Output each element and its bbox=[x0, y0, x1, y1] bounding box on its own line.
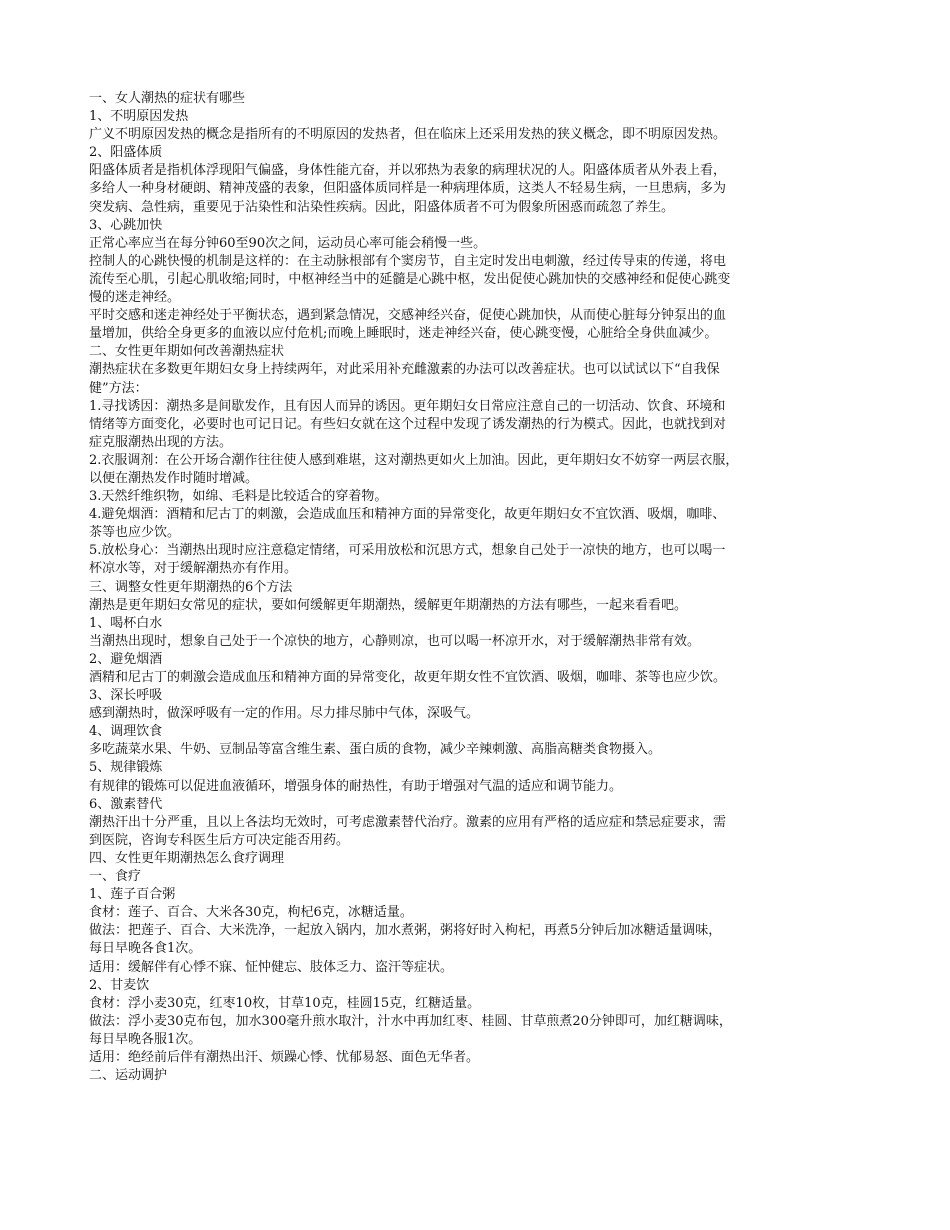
paragraph-line: 慢的迷走神经。 bbox=[89, 290, 181, 306]
paragraph-line: 平时交感和迷走神经处于平衡状态，遇到紧急情况，交感神经兴奋，促使心跳加快，从而使心脏每分钟泵出的血 bbox=[89, 308, 727, 324]
paragraph-line: 潮热症状在多数更年期妇女身上持续两年，对此采用补充雌激素的办法可以改善症状。也可以试试以下“自我保 bbox=[89, 362, 720, 378]
subheading: 2、甘麦饮 bbox=[89, 977, 150, 993]
paragraph-line: 杯凉水等，对于缓解潮热亦有作用。 bbox=[89, 561, 298, 577]
paragraph-line: 感到潮热时，做深呼吸有一定的作用。尽力排尽肺中气体，深吸气。 bbox=[89, 706, 480, 722]
paragraph-line: 适用：绝经前后伴有潮热出汗、烦躁心悸、忧郁易怒、面色无华者。 bbox=[89, 1049, 480, 1065]
paragraph-line: 以便在潮热发作时随时增减。 bbox=[89, 470, 259, 486]
section-heading: 一、女人潮热的症状有哪些 bbox=[89, 91, 246, 106]
section-heading: 三、调整女性更年期潮热的6个方法 bbox=[89, 579, 293, 595]
paragraph-line: 适用：缓解伴有心悸不寐、怔忡健忘、肢体乏力、盗汗等症状。 bbox=[89, 959, 454, 975]
paragraph-line: 1.寻找诱因：潮热多是间歇发作，且有因人而异的诱因。更年期妇女日常应注意自己的一切活动、饮食、环境和 bbox=[89, 398, 726, 414]
section-heading: 二、女性更年期如何改善潮热症状 bbox=[89, 344, 285, 360]
subheading: 3、深长呼吸 bbox=[89, 688, 163, 704]
paragraph-line: 阳盛体质者是指机体浮现阳气偏盛，身体性能亢奋，并以邪热为表象的病理状况的人。阳盛体质者从外表上看， bbox=[89, 163, 727, 179]
paragraph-line: 食材：浮小麦30克，红枣10枚，甘草10克，桂圆15克，红糖适量。 bbox=[89, 995, 481, 1011]
document-body bbox=[89, 90, 864, 1085]
paragraph-line: 量增加，供给全身更多的血液以应付危机;而晚上睡眠时，迷走神经兴奋，使心跳变慢，心脏给全身供血减少。 bbox=[89, 326, 718, 342]
subheading: 二、运动调护 bbox=[89, 1068, 168, 1084]
paragraph-line: 酒精和尼古丁的刺激会造成血压和精神方面的异常变化，故更年期女性不宜饮酒、吸烟，咖啡、茶等也应少饮。 bbox=[89, 670, 727, 685]
paragraph-line: 4.避免烟酒：酒精和尼古丁的刺激，会造成血压和精神方面的异常变化，故更年期妇女不宜饮酒、吸烟，咖啡、 bbox=[89, 507, 726, 523]
paragraph-line: 多吃蔬菜水果、牛奶、豆制品等富含维生素、蛋白质的食物，减少辛辣刺激、高脂高糖类食物摄入。 bbox=[89, 742, 662, 758]
paragraph-line: 2.衣服调剂：在公开场合潮作往往使人感到难堪，这对潮热更如火上加油。因此，更年期妇女不妨穿一两层衣服， bbox=[89, 452, 739, 468]
subheading: 2、阳盛体质 bbox=[89, 145, 163, 161]
paragraph-line: 做法：浮小麦30克布包，加水300毫升煎水取汁，汁水中再加红枣、桂圆、甘草煎煮20分钟即可，加红糖调味， bbox=[89, 1013, 732, 1029]
subheading: 3、心跳加快 bbox=[89, 217, 163, 233]
paragraph-line: 每日早晚各食1次。 bbox=[89, 941, 202, 957]
subheading: 6、激素替代 bbox=[89, 796, 163, 812]
subheading: 5、规律锻炼 bbox=[89, 760, 163, 776]
paragraph-line: 做法：把莲子、百合、大米洗净，一起放入锅内，加水煮粥，粥将好时入枸杞，再煮5分钟后加冰糖适量调味， bbox=[89, 923, 722, 939]
paragraph-line: 突发病、急性病，重要见于沾染性和沾染性疾病。因此，阳盛体质者不可为假象所困惑而疏忽了养生。 bbox=[89, 199, 675, 215]
paragraph-line: 情绪等方面变化，必要时也可记日记。有些妇女就在这个过程中发现了诱发潮热的行为模式。因此，也就找到对 bbox=[89, 416, 727, 432]
subheading: 1、莲子百合粥 bbox=[89, 887, 176, 903]
paragraph-line: 流传至心肌，引起心肌收缩;同时，中枢神经当中的延髓是心跳中枢，发出促使心跳加快的交感神经和促使心跳变 bbox=[89, 271, 731, 287]
paragraph-line: 茶等也应少饮。 bbox=[89, 525, 181, 541]
paragraph-line: 潮热汗出十分严重，且以上各法均无效时，可考虑激素替代治疗。激素的应用有严格的适应症和禁忌症要求，需 bbox=[89, 814, 727, 830]
subheading: 4、调理饮食 bbox=[89, 724, 163, 740]
paragraph-line: 广义不明原因发热的概念是指所有的不明原因的发热者，但在临床上还采用发热的狭义概念，即不明原因发热。 bbox=[89, 127, 727, 143]
paragraph-line: 当潮热出现时，想象自己处于一个凉快的地方，心静则凉，也可以喝一杯凉开水，对于缓解潮热非常有效。 bbox=[89, 633, 701, 649]
subheading: 一、食疗 bbox=[89, 869, 142, 885]
paragraph-line: 控制人的心跳快慢的机制是这样的：在主动脉根部有个窦房节，自主定时发出电刺激，经过传导束的传递，将电 bbox=[89, 253, 727, 269]
paragraph-line: 食材：莲子、百合、大米各30克，枸杞6克，冰糖适量。 bbox=[89, 905, 413, 921]
paragraph-line: 症克服潮热出现的方法。 bbox=[89, 434, 233, 450]
paragraph-line: 每日早晚各服1次。 bbox=[89, 1031, 202, 1047]
paragraph-line: 潮热是更年期妇女常见的症状，要如何缓解更年期潮热，缓解更年期潮热的方法有哪些，一起来看看吧。 bbox=[89, 597, 688, 613]
paragraph-line: 5.放松身心：当潮热出现时应注意稳定情绪，可采用放松和沉思方式，想象自己处于一凉快的地方，也可以喝一 bbox=[89, 543, 726, 559]
section-heading: 四、女性更年期潮热怎么食疗调理 bbox=[89, 850, 285, 866]
paragraph-line: 多给人一种身材硬朗、精神茂盛的表象，但阳盛体质同样是一种病理体质，这类人不轻易生病，一旦患病，多为 bbox=[89, 181, 727, 197]
paragraph-line: 有规律的锻炼可以促进血液循环，增强身体的耐热性，有助于增强对气温的适应和调节能力。 bbox=[89, 778, 623, 794]
paragraph-line: 正常心率应当在每分钟60至90次之间，运动员心率可能会稍慢一些。 bbox=[89, 235, 487, 251]
subheading: 2、避免烟酒 bbox=[89, 651, 163, 667]
subheading: 1、喝杯白水 bbox=[89, 615, 163, 631]
paragraph-line: 3.天然纤维织物，如绵、毛料是比较适合的穿着物。 bbox=[89, 489, 388, 505]
subheading: 1、不明原因发热 bbox=[89, 109, 189, 125]
paragraph-line: 健”方法： bbox=[89, 380, 148, 396]
paragraph-line: 到医院，咨询专科医生后方可决定能否用药。 bbox=[89, 832, 350, 848]
